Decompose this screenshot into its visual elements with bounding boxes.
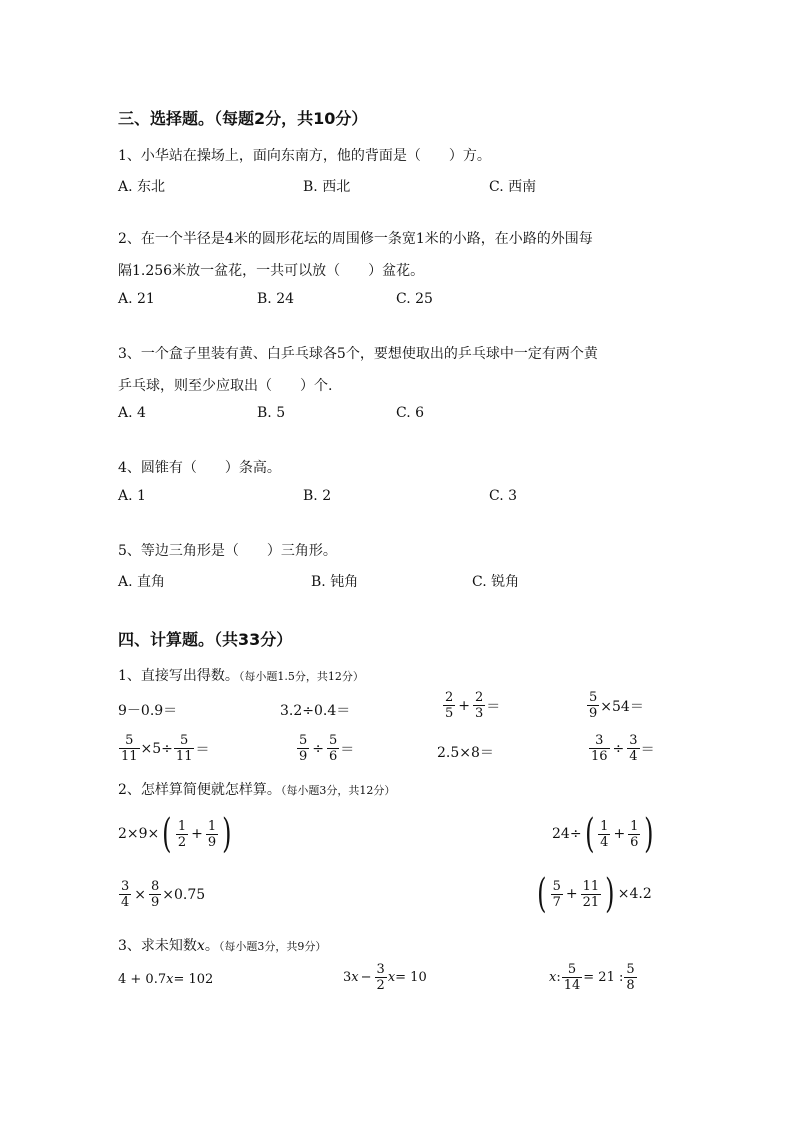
operator: ÷ [612,740,625,757]
unknown-variable: x [387,970,396,985]
fraction [375,962,387,993]
denominator: 11 [121,749,138,764]
fraction [149,879,161,910]
denominator: 9 [207,834,217,850]
right-paren: ) [605,871,615,917]
p2-expr-3 [118,879,205,910]
equation-prefix: 3 [343,970,352,985]
numerator: 3 [629,733,638,748]
right-paren: ) [222,811,232,857]
p2-expr-2 [552,811,657,857]
expression-prefix: 24÷ [552,826,582,842]
numerator: 2 [475,690,484,705]
right-paren: ) [644,811,654,857]
operator: + [565,886,578,902]
denominator: 3 [475,706,484,721]
numerator: 5 [552,878,561,894]
numerator: 5 [299,733,308,748]
numerator: 5 [125,733,134,748]
question-2-option-c: C. 25 [396,291,433,307]
numerator: 3 [376,962,385,977]
fraction [206,819,218,850]
expression-suffix: ×4.2 [617,886,652,902]
fraction [297,733,309,764]
fraction [587,690,599,721]
numerator: 5 [567,962,577,977]
denominator: 2 [376,978,385,993]
part-3-period: 。 [204,938,219,954]
numerator: 5 [180,733,189,748]
p2-expr-1 [118,811,235,857]
expression-rest: ×54＝ [600,698,644,715]
expression-suffix: ×0.75 [162,886,206,903]
part-3-heading [118,935,326,955]
fraction [581,879,602,910]
equation-suffix: = 10 [395,970,427,985]
question-3-option-c: C. 6 [396,405,425,421]
question-4-option-b: B. 2 [303,488,332,504]
part-1-title: 1、直接写出得数。 [118,668,239,684]
denominator: 11 [175,749,193,764]
part-2-heading [118,779,395,799]
unknown-variable: x [549,970,557,985]
operator: + [458,697,471,714]
question-2-option-a: A. 21 [118,291,155,307]
numerator: 8 [151,879,160,894]
fraction [119,733,140,764]
fraction [627,733,639,764]
left-paren: ( [537,871,547,917]
numerator: 1 [630,818,639,834]
p1-expr-7: 2.5×8＝ [437,745,494,761]
numerator: 1 [177,818,187,834]
part-1-heading [118,665,364,685]
p1-expr-8 [588,733,655,764]
fraction [443,690,455,721]
question-5-option-a: A. 直角 [118,574,166,590]
fraction [551,879,563,910]
operator: − [360,970,372,985]
part-3-variable: x [196,938,205,954]
denominator: 5 [445,706,454,721]
p2-expr-4 [534,871,652,917]
numerator: 1 [600,818,609,834]
fraction [598,819,610,850]
unknown-variable: x [351,970,359,985]
question-5-option-b: B. 钝角 [311,574,359,590]
denominator: 9 [299,749,308,764]
p1-expr-1: 9－0.9＝ [118,703,178,719]
question-3-text-line-2: 乒乓球，则至少应取出（ ）个. [118,378,333,394]
part-1-note: （每小题1.5分，共12分） [238,670,364,683]
operator: + [191,826,203,842]
fraction [327,733,339,764]
question-3-option-b: B. 5 [257,405,286,421]
question-1-text: 1、小华站在操场上，面向东南方，他的背面是（ ）方。 [118,148,491,164]
numerator: 1 [207,818,217,834]
fraction [628,819,640,850]
section-4-title: 四、计算题。（共33分） [118,630,293,649]
p3-equation-1 [118,972,213,987]
question-2-text-line-1: 2、在一个半径是4米的圆形花坛的周围修一条宽1米的小路，在小路的外围每 [118,231,593,247]
fraction [176,819,188,850]
denominator: 14 [563,978,581,993]
denominator: 9 [589,706,598,721]
numerator: 5 [626,962,635,977]
unknown-variable: x [166,972,174,987]
equals-sign: ＝ [486,698,501,715]
denominator: 6 [630,834,639,850]
numerator: 3 [121,879,130,894]
numerator: 11 [582,878,600,894]
question-3-option-a: A. 4 [118,405,146,421]
fraction [624,962,636,993]
part-3-title: 3、求未知数 [118,938,197,954]
question-4-text: 4、圆锥有（ ）条高。 [118,460,281,476]
question-5-option-c: C. 锐角 [472,574,520,590]
p1-expr-3 [442,690,500,721]
denominator: 16 [591,749,608,764]
fraction [589,733,610,764]
question-4-option-a: A. 1 [118,488,146,504]
left-paren: ( [162,811,172,857]
equals-sign: ＝ [640,741,655,758]
question-5-text: 5、等边三角形是（ ）三角形。 [118,543,337,559]
p1-expr-6 [296,733,354,764]
denominator: 2 [177,834,187,850]
operator: + [613,826,626,842]
denominator: 7 [552,894,561,910]
equals-sign: ＝ [340,741,355,758]
expression-prefix: 2×9× [118,826,160,842]
numerator: 5 [329,733,338,748]
numerator: 5 [589,690,598,705]
fraction [174,733,195,764]
equation-middle: = 21 : [583,970,624,985]
p1-expr-2: 3.2÷0.4＝ [280,703,351,719]
equation-suffix: = 102 [173,972,214,987]
part-2-title: 2、怎样算简便就怎样算。 [118,782,281,798]
left-paren: ( [584,811,595,857]
equation-prefix: 4 + 0.7 [118,972,167,987]
denominator: 6 [329,749,338,764]
part-2-note: （每小题3分，共12分） [280,784,396,797]
section-3-title: 三、选择题。（每题2分，共10分） [118,109,368,128]
numerator: 2 [445,690,454,705]
question-1-option-c: C. 西南 [489,179,537,195]
question-4-option-c: C. 3 [489,488,518,504]
operator: ÷ [312,740,325,757]
p1-expr-5 [118,733,209,764]
question-3-text-line-1: 3、一个盒子里装有黄、白乒乓球各5个，要想使取出的乒乓球中一定有两个黄 [118,346,598,362]
fraction [473,690,485,721]
p3-equation-2 [343,962,427,993]
equals-sign: ＝ [195,741,210,758]
question-1-option-a: A. 东北 [118,179,166,195]
denominator: 8 [626,978,635,993]
question-1-option-b: B. 西北 [303,179,351,195]
expression-middle: ×5÷ [140,740,173,757]
fraction [119,879,131,910]
denominator: 4 [629,749,638,764]
question-2-option-b: B. 24 [257,291,295,307]
part-3-note: （每小题3分，共9分） [218,940,327,953]
denominator: 9 [151,895,160,910]
ratio-colon: : [556,970,561,985]
operator: × [134,886,147,903]
fraction [562,962,583,993]
p3-equation-3 [549,962,638,993]
denominator: 4 [600,834,609,850]
denominator: 21 [582,894,600,910]
numerator: 3 [595,733,604,748]
denominator: 4 [121,895,130,910]
p1-expr-4 [586,690,644,721]
question-2-text-line-2: 隔1.256米放一盆花，一共可以放（ ）盆花。 [118,263,425,279]
